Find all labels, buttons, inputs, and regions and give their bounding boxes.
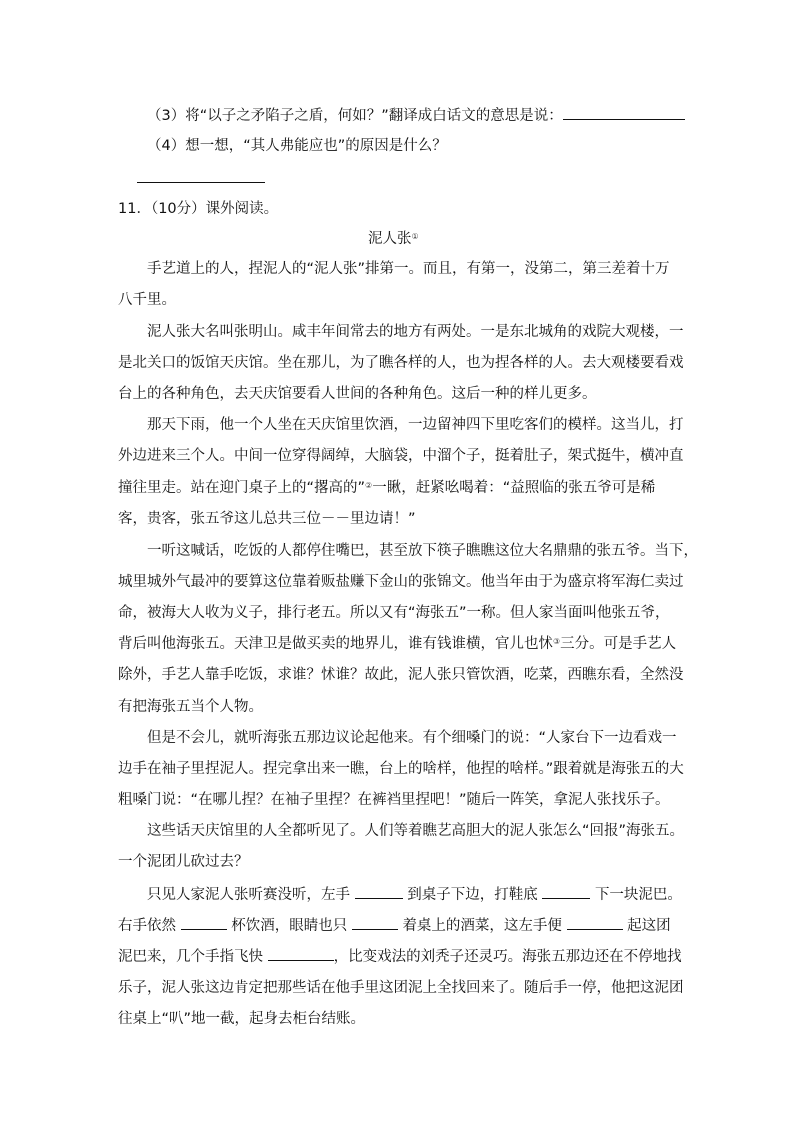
paragraph-7-line-1	[147, 884, 682, 905]
paragraph-3-line-3-b: 一瞅，赶紧吆喝着：“益照临的张五爷可是稀	[372, 480, 656, 496]
paragraph-5-line-3: 粗嗓门说：“在哪儿捏？在袖子里捏？在裤裆里捏吧！”随后一阵笑，拿泥人张找乐子。	[118, 792, 670, 808]
fill-blank-5[interactable]	[567, 915, 623, 930]
question-3-text: （3）将“以子之矛陷子之盾，何如？”翻译成白话文的意思是说：	[147, 108, 563, 124]
answer-blank-q3[interactable]	[563, 105, 685, 120]
paragraph-3-line-3-a: 撞往里走。站在迎门桌子上的“撂高的”	[118, 480, 366, 496]
paragraph-4-line-1: 一听这喊话，吃饭的人都停住嘴巴，甚至放下筷子瞧瞧这位大名鼎鼎的张五爷。当下，	[147, 543, 698, 559]
paragraph-4-line-4-a: 背后叫他海张五。天津卫是做买卖的地界儿，谁有钱谁横，官儿也怵	[118, 636, 553, 652]
question-4-text: （4）想一想，“其人弗能应也”的原因是什么？	[147, 138, 447, 154]
paragraph-4-line-2: 城里城外气最冲的要算这位靠着贩盐赚下金山的张锦文。他当年由于为盛京将军海仁卖过	[118, 574, 684, 590]
paragraph-7-line-3	[118, 946, 682, 967]
paragraph-4-line-4-b: 三分。可是手艺人	[560, 636, 677, 652]
paragraph-7-line-1-c: 下一块泥巴。	[594, 887, 682, 903]
section-11-header: 11．（10分）课外阅读。	[118, 201, 279, 217]
paragraph-7-line-2-c: 着桌上的酒菜，这左手便	[402, 918, 562, 934]
paragraph-7-line-1-a: 只见人家泥人张听赛没听，左手	[147, 887, 350, 903]
paragraph-2-line-3: 台上的各种角色，去天庆馆要看人世间的各种角色。这后一种的样儿更多。	[118, 386, 597, 402]
paragraph-5-line-1: 但是不会儿，就听海张五那边议论起他来。有个细嗓门的说：“人家台下一边看戏一	[147, 730, 677, 746]
paragraph-7-line-1-b: 到桌子下边，打鞋底	[407, 887, 538, 903]
fill-blank-4[interactable]	[352, 915, 398, 930]
paragraph-3-line-3	[118, 478, 655, 498]
paragraph-3-line-4: 客，贵客，张五爷这儿总共三位－－里边请！”	[118, 511, 416, 527]
paragraph-3-line-1: 那天下雨，他一个人坐在天庆馆里饮酒，一边留神四下里吃客们的模样。这当儿，打	[147, 417, 684, 433]
paragraph-4-line-6: 有把海张五当个人物。	[118, 699, 263, 715]
paragraph-7-line-2-b: 杯饮酒，眼睛也只	[231, 918, 348, 934]
fill-blank-1[interactable]	[355, 884, 403, 899]
paragraph-2-line-2: 是北关口的饭馆天庆馆。坐在那儿，为了瞧各样的人，也为捏各样的人。去大观楼要看戏	[118, 355, 684, 371]
paragraph-1-line-2: 八千里。	[118, 292, 176, 308]
paragraph-7-line-3-a: 泥巴来，几个手指飞快	[118, 949, 263, 965]
paragraph-4-line-5: 除外，手艺人靠手吃饭，求谁？怵谁？故此，泥人张只管饮酒，吃菜，西瞧东看，全然没	[118, 667, 684, 683]
question-4	[147, 136, 447, 156]
fill-blank-2[interactable]	[542, 884, 590, 899]
paragraph-7-line-4: 乐子，泥人张这边肯定把那些话在他手里这团泥上全找回来了。随后手一停，他把这泥团	[118, 980, 684, 996]
paragraph-7-line-5: 往桌上“叭”地一截，起身去柜台结账。	[118, 1011, 366, 1027]
passage-title-text: 泥人张	[368, 231, 412, 247]
title-footnote-mark: ①	[411, 232, 419, 241]
footnote-mark-3: ③	[553, 637, 561, 646]
paragraph-7-line-2	[118, 915, 671, 936]
paragraph-4-line-3: 命，被海大人收为义子，排行老五。所以又有“海张五”一称。但人家当面叫他张五爷，	[118, 605, 670, 621]
paragraph-2-line-1: 泥人张大名叫张明山。咸丰年间常去的地方有两处。一是东北城角的戏院大观楼，一	[147, 324, 684, 340]
answer-blank-q4[interactable]	[137, 168, 265, 183]
passage-title	[368, 229, 419, 249]
paragraph-5-line-2: 边手在袖子里捏泥人。捏完拿出来一瞧，台上的啥样，他捏的啥样。”跟着就是海张五的大	[118, 761, 684, 777]
paragraph-7-line-3-b: ，比变戏法的刘秃子还灵巧。海张五那边还在不停地找	[333, 949, 682, 965]
answer-line-q4	[137, 168, 265, 189]
paragraph-6-line-2: 一个泥团儿砍过去？	[118, 854, 249, 870]
fill-blank-3[interactable]	[181, 915, 227, 930]
paragraph-7-line-2-d: 起这团	[627, 918, 671, 934]
paragraph-1-line-1: 手艺道上的人，捏泥人的“泥人张”排第一。而且，有第一，没第二，第三差着十万	[147, 261, 670, 277]
question-3	[147, 105, 685, 126]
paragraph-7-line-2-a: 右手依然	[118, 918, 176, 934]
paragraph-4-line-4	[118, 634, 676, 654]
paragraph-3-line-2: 外边进来三个人。中间一位穿得阔绰，大脑袋，中溜个子，挺着肚子，架式挺牛，横冲直	[118, 448, 684, 464]
paragraph-6-line-1: 这些话天庆馆里的人全都听见了。人们等着瞧艺高胆大的泥人张怎么“回报”海张五。	[147, 823, 685, 839]
fill-blank-6[interactable]	[268, 946, 334, 961]
footnote-mark-2: ②	[365, 481, 373, 490]
